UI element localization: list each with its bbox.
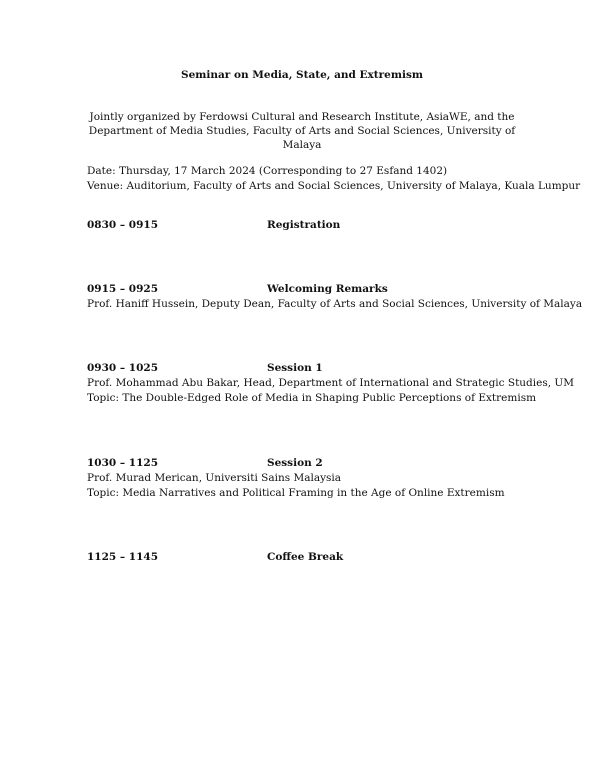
event-venue: Venue: Auditorium, Faculty of Arts and Social Sciences, University of Malaya, Kuala Lumpur [87,180,581,192]
schedule-topic: Topic: Media Narratives and Political Framing in the Age of Online Extremism [87,487,505,499]
document-title: Seminar on Media, State, and Extremism [181,69,423,81]
schedule-label: Coffee Break [267,551,344,563]
schedule-label: Registration [267,219,341,231]
schedule-speaker: Prof. Mohammad Abu Bakar, Head, Department of International and Strategic Studies, UM [87,377,575,389]
event-info [87,164,580,194]
schedule-topic: Topic: The Double-Edged Role of Media in Shaping Public Perceptions of Extremism [87,392,537,404]
schedule-label: Session 2 [267,457,323,469]
schedule-speaker: Prof. Haniff Hussein, Deputy Dean, Faculty of Arts and Social Sciences, University of Malaya [87,298,583,310]
schedule-label: Welcoming Remarks [267,283,388,295]
event-date: Date: Thursday, 17 March 2024 (Corresponding to 27 Esfand 1402) [87,165,448,177]
schedule-time: 1125 – 1145 [87,551,159,563]
schedule-time: 0830 – 0915 [87,219,159,231]
schedule-speaker: Prof. Murad Merican, Universiti Sains Malaysia [87,472,342,484]
organizers-statement: Jointly organized by Ferdowsi Cultural and Research Institute, AsiaWE, and the Department of Media Studies, Faculty of Arts and Social Sciences, University of Malaya [88,111,516,151]
schedule-label: Session 1 [267,362,323,374]
schedule-time: 0915 – 0925 [87,283,159,295]
schedule-time: 1030 – 1125 [87,457,159,469]
schedule-time: 0930 – 1025 [87,362,159,374]
